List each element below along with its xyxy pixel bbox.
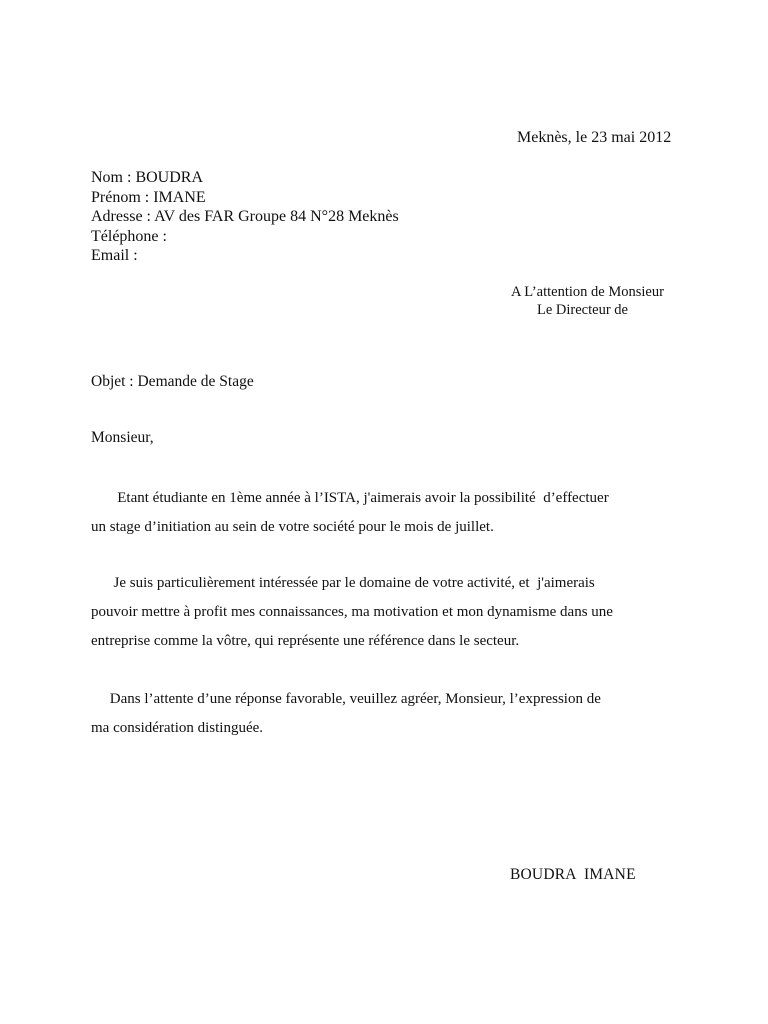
sender-email: Email : <box>91 247 138 264</box>
paragraph-1-line-2: un stage d’initiation au sein de votre société pour le mois de juillet. <box>91 519 494 535</box>
sender-telephone: Téléphone : <box>91 227 167 245</box>
paragraph-2-line-1: Je suis particulièrement intéressée par le domaine de votre activité, et j'aimerais <box>91 575 595 591</box>
sender-nom: Nom : BOUDRA <box>91 169 204 186</box>
paragraph-2-line-2: pouvoir mettre à profit mes connaissances, ma motivation et mon dynamisme dans une <box>91 604 613 620</box>
paragraph-3 <box>91 685 671 743</box>
recipient-line-2: Le Directeur de <box>537 302 628 318</box>
recipient-line-1: A L’attention de Monsieur <box>511 284 664 300</box>
letter-salutation: Monsieur, <box>91 429 154 446</box>
signature-name: BOUDRA IMANE <box>510 866 636 883</box>
sender-adresse: Adresse : AV des FAR Groupe 84 N°28 Meknès <box>91 208 399 225</box>
paragraph-2 <box>91 569 671 656</box>
paragraph-3-line-1: Dans l’attente d’une réponse favorable, veuillez agréer, Monsieur, l’expression de <box>91 691 601 707</box>
paragraph-1-line-1: Etant étudiante en 1ème année à l’ISTA, j'aimerais avoir la possibilité d’effectuer <box>91 490 609 506</box>
sender-prenom: Prénom : IMANE <box>91 188 206 206</box>
paragraph-3-line-2: ma considération distinguée. <box>91 720 264 736</box>
letter-date: Meknès, le 23 mai 2012 <box>517 129 672 146</box>
paragraph-1 <box>91 484 671 542</box>
paragraph-2-line-3: entreprise comme la vôtre, qui représente une référence dans le secteur. <box>91 633 520 649</box>
letter-subject: Objet : Demande de Stage <box>91 373 254 390</box>
sender-block <box>91 168 399 266</box>
